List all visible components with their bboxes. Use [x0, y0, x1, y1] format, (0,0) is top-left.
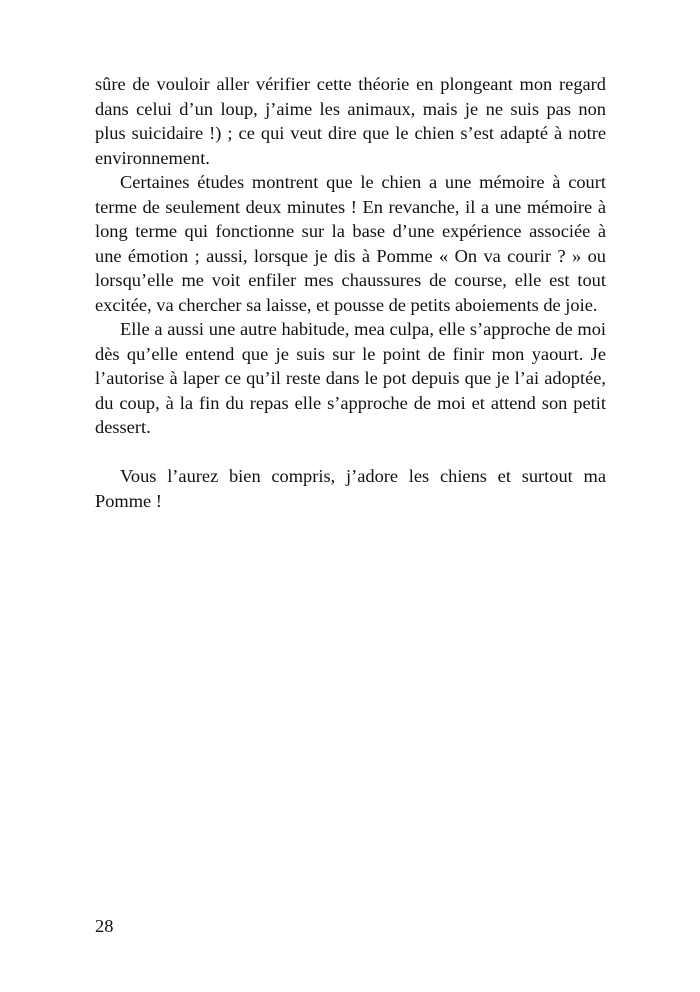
paragraph-continuation: sûre de vouloir aller vérifier cette théorie en plongeant mon regard dans celui d’un loup, j’aime les animaux, mais je ne suis pas non plus suicidaire !) ; ce qui veut dire que le chien s’est adapté à notre environnement.	[95, 74, 606, 168]
paragraph-habit: Elle a aussi une autre habitude, mea culpa, elle s’approche de moi dès qu’elle entend que je suis sur le point de finir mon yaourt. Je l’autorise à laper ce qu’il reste dans le pot depuis que je l’ai adoptée, du coup, à la fin du repas elle s’approche de moi et attend son petit dessert.	[95, 319, 606, 437]
paragraph-conclusion: Vous l’aurez bien compris, j’adore les chiens et surtout ma Pomme !	[95, 466, 606, 511]
page-number: 28	[95, 916, 114, 936]
page-body	[95, 72, 606, 513]
paragraph-memory: Certaines études montrent que le chien a une mémoire à court terme de seulement deux minutes ! En revanche, il a une mémoire à long terme qui fonctionne sur la base d’une expérience associée à une émotion ; aussi, lorsque je dis à Pomme « On va courir ? » ou lorsqu’elle me voit enfiler mes chaussures de course, elle est tout excitée, va chercher sa laisse, et pousse de petits aboiements de joie.	[95, 172, 606, 315]
